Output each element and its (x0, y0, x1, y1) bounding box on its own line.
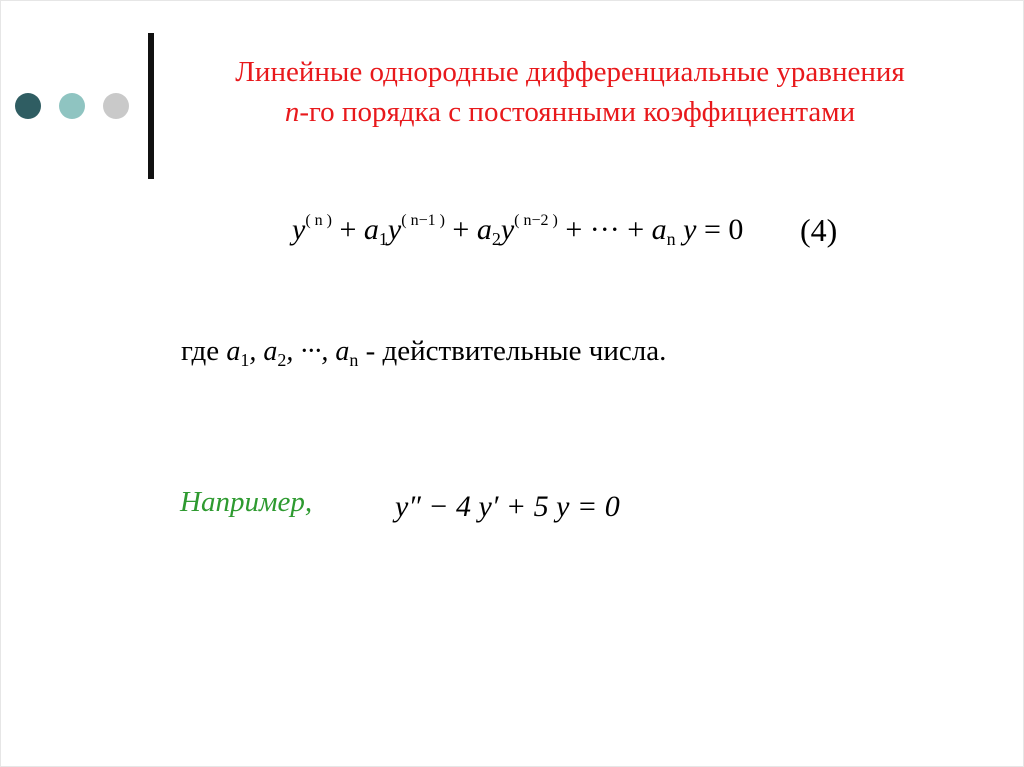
title-text-1: Линейные однородные дифференциальные уравнения (235, 56, 905, 88)
slide-title (230, 52, 910, 132)
main-equation: $y^{( n )} + a_1y^{( n-1 )} + a_2y^{( n-2 )}$ + ··· + $a_n$ y = 0 (292, 212, 744, 249)
decor-dot-teal (59, 93, 85, 119)
decor-dot-dark (15, 93, 41, 119)
decor-vertical-bar (148, 33, 154, 179)
equation-number: (4) (800, 212, 838, 248)
decor-dot-gray (103, 93, 129, 119)
title-text-2: -го порядка с постоянными коэффициентами (299, 96, 856, 128)
title-n: n (284, 96, 300, 128)
example-equation: y″ − 4 y′ + 5 y = 0 (395, 490, 620, 523)
coefficients-note: где $a_1$, $a_2$, ···, $a_n$ - действительные числа. (181, 335, 667, 370)
example-label: Например, (180, 486, 313, 518)
